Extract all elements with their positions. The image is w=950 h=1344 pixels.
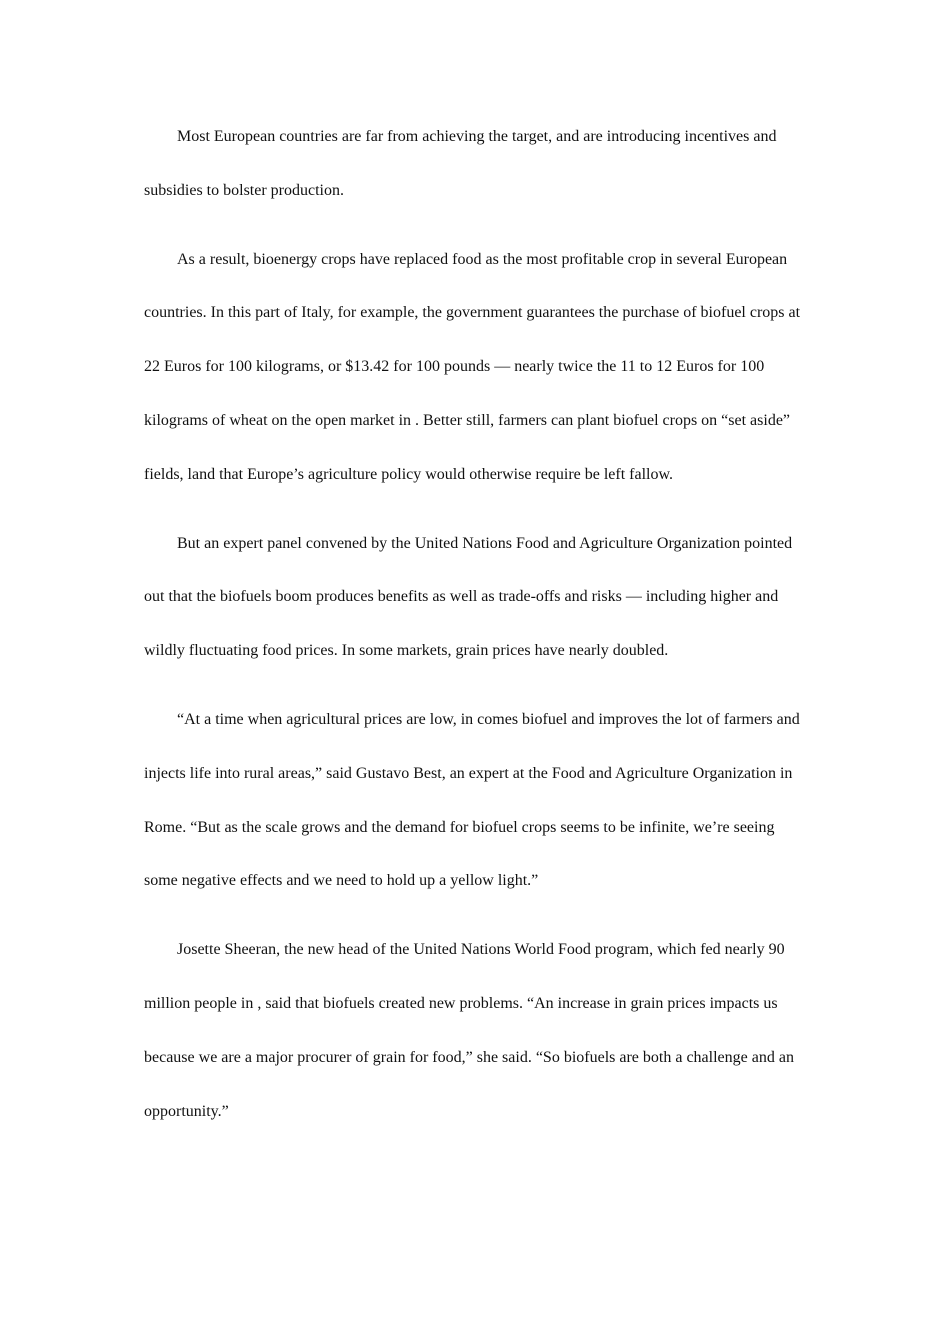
paragraph: Most European countries are far from achieving the target, and are introducing incentives and subsidies to bolster production. [144,128,777,199]
document-body [144,110,808,1153]
paragraph: But an expert panel convened by the United Nations Food and Agriculture Organization pointed out that the biofuels boom produces benefits as well as trade-offs and risks — including higher and wildly fluctuating food prices. In some markets, grain prices have nearly doubled. [144,534,793,660]
paragraph: As a result, bioenergy crops have replaced food as the most profitable crop in several European countries. In this part of Italy, for example, the government guarantees the purchase of biofuel crops at 22 Euros for 100 kilograms, or $13.42 for 100 pounds — nearly twice the 11 to 12 Euros for 100 kilograms of wheat on the open market in . Better still, farmers can plant biofuel crops on “set aside” fields, land that Europe’s agriculture policy would otherwise require be left fallow. [144,250,801,483]
paragraph: Josette Sheeran, the new head of the United Nations World Food program, which fed nearly 90 million people in , said that biofuels created new problems. “An increase in grain prices impacts us because we are a major procurer of grain for food,” she said. “So biofuels are both a challenge and an opportunity.” [144,941,794,1120]
paragraph: “At a time when agricultural prices are low, in comes biofuel and improves the lot of farmers and injects life into rural areas,” said Gustavo Best, an expert at the Food and Agriculture Organization in Rome. “But as the scale grows and the demand for biofuel crops seems to be infinite, we’re seeing some negative effects and we need to hold up a yellow light.” [144,710,800,890]
